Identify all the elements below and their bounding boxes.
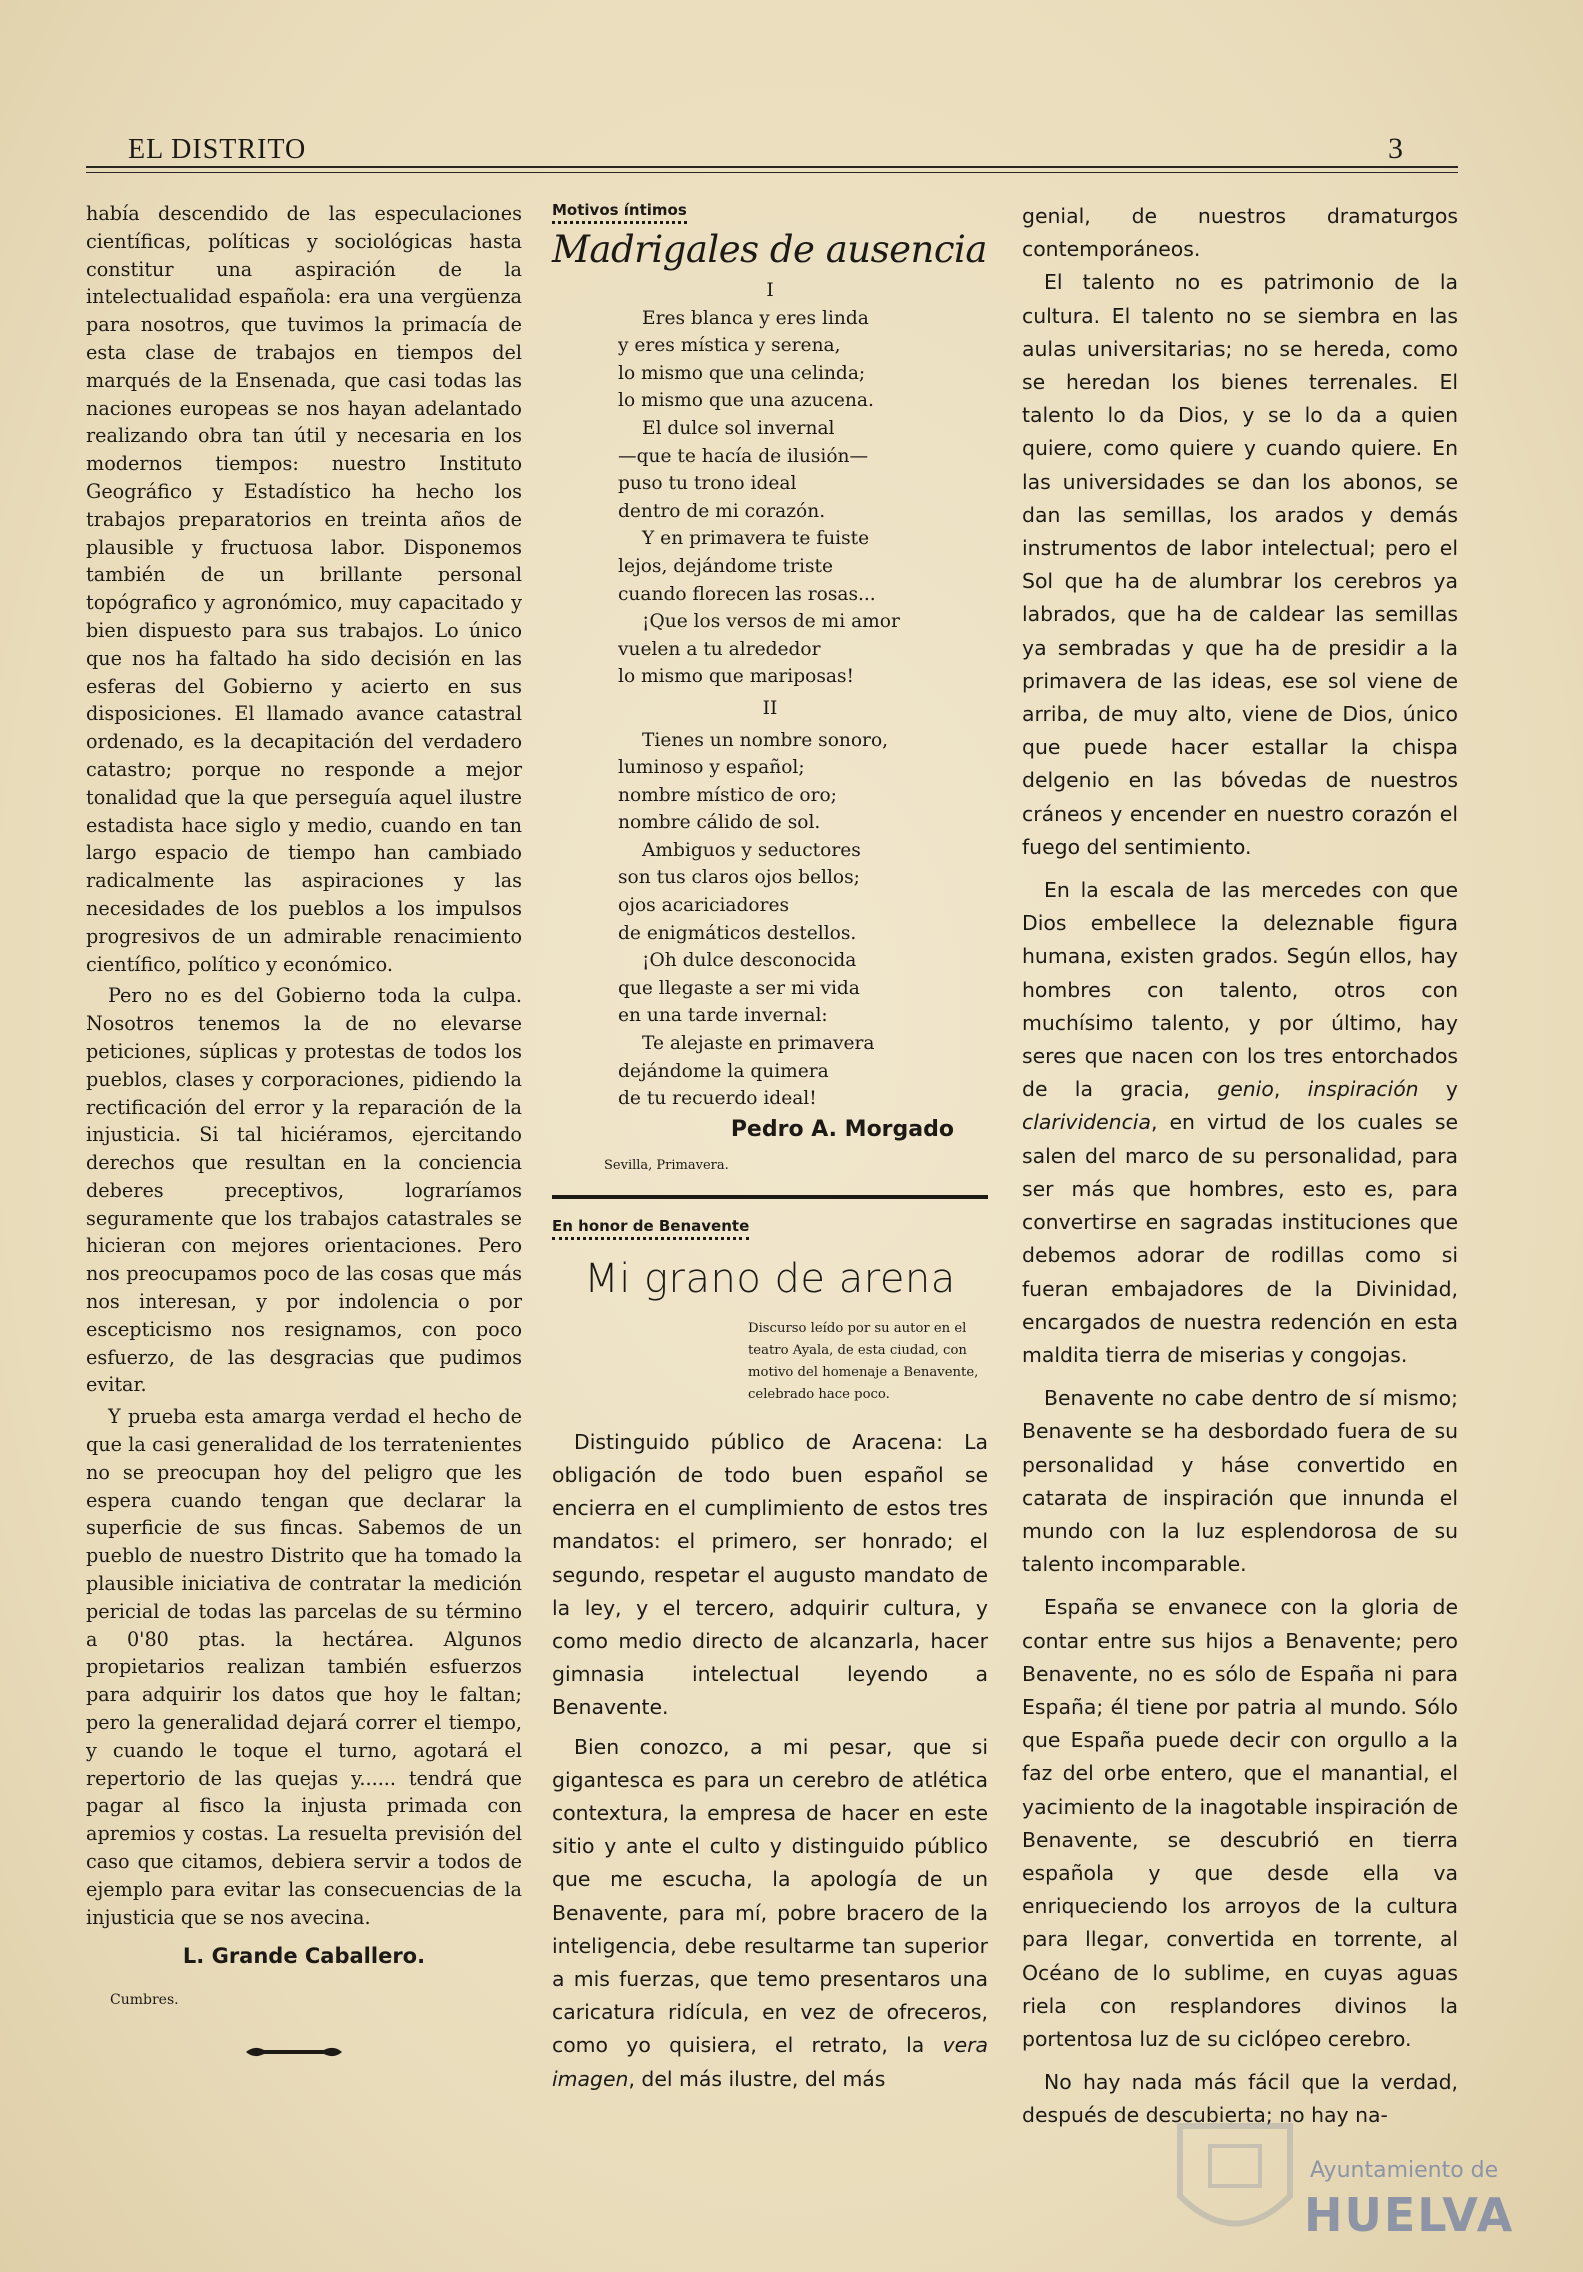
poem-line: son tus claros ojos bellos;	[618, 867, 860, 889]
poem-line: vuelen a tu alrededor	[618, 638, 821, 660]
article-paragraph: No hay nada más fácil que la verdad, después de descubierta; no hay na-	[1022, 2070, 1458, 2128]
text-run: , del más ilustre, del más	[628, 2066, 886, 2091]
dedication-line: motivo del homenaje a Benavente,	[748, 1364, 979, 1380]
article-body	[552, 1426, 988, 2096]
section-kicker: En honor de Benavente	[552, 1217, 749, 1240]
poem-line: puso tu trono ideal	[618, 473, 797, 495]
column-middle	[552, 200, 988, 2096]
poem-line: Tienes un nombre sonoro,	[642, 729, 889, 751]
column-left	[86, 200, 522, 2067]
article-paragraph: genial, de nuestros dramaturgos contemporáneos.	[1022, 204, 1458, 262]
dedication-line: Discurso leído por su autor en el	[748, 1320, 967, 1336]
poem-line: que llegaste a ser mi vida	[618, 977, 860, 999]
article-paragraph: Pero no es del Gobierno toda la culpa. Nosotros tenemos la de no elevarse peticiones, súplicas y protestas de todos los pueblos, clases y corporaciones, pidiendo la rectificación del error y la reparación de la injusticia. Si tal hiciéramos, ejercitando derechos que resultan en la conciencia deberes preceptivos, lograríamos seguramente que los trabajos catastrales se hicieran con mejores orientaciones. Pero nos preocupamos poco de las cosas que más nos interesan, y por indolencia o por escepticismo nos resignamos, con poco esfuerzo, de las desgracias que pudimos evitar.	[86, 984, 522, 1397]
poem-signature: Pedro A. Morgado	[730, 1116, 954, 1142]
author-signature: L. Grande Caballero.	[182, 1944, 426, 1969]
poem-line: ojos acariciadores	[618, 895, 790, 917]
dedication-line: teatro Ayala, de esta ciudad, con	[748, 1342, 967, 1358]
dedication-line: celebrado hace poco.	[748, 1386, 890, 1402]
end-ornament-icon	[244, 2045, 344, 2059]
poem-line: y eres mística y serena,	[618, 335, 841, 357]
poem-line: en una tarde invernal:	[618, 1005, 828, 1027]
emphasis-text: vera imagen	[552, 2033, 988, 2091]
poem-line: cuando florecen las rosas...	[618, 583, 876, 605]
article-paragraph: Distinguido público de Aracena: La obligación de todo buen español se encierra en el cumplimiento de estos tres mandatos: el primero, ser honrado; el segundo, respetar el augusto mandato de la ley, y el tercero, adquirir cultura, y como medio directo de alcanzarla, hacer gimnasia intelectual leyendo a Benavente.	[552, 1429, 988, 1720]
poem-line: luminoso y español;	[618, 757, 805, 779]
poem-line: dejándome la quimera	[618, 1060, 829, 1082]
poem-line: lo mismo que una azucena.	[618, 390, 874, 412]
text-run: En la escala de las mercedes con que Dios embellece la deleznable figura humana, existen grados. Según ellos, hay hombres con talento, otros con muchísimo talento, y por último, hay seres que nacen con los tres entorchados de la gracia,	[1022, 878, 1458, 1102]
masthead-title: EL DISTRITO	[128, 134, 307, 165]
poem-place: Sevilla, Primavera.	[604, 1157, 729, 1173]
poem-part-number: I	[766, 280, 774, 301]
poem-line: lo mismo que una celinda;	[618, 362, 866, 384]
header-rule-thin	[86, 172, 1458, 173]
poem-line: de tu recuerdo ideal!	[618, 1088, 817, 1110]
poem-line: de enigmáticos destellos.	[618, 922, 857, 944]
poem-line: nombre cálido de sol.	[618, 812, 821, 834]
text-run: y	[1418, 1077, 1458, 1102]
poem	[552, 277, 988, 1113]
watermark-line1: Ayuntamiento de	[1310, 2158, 1499, 2183]
poem-line: Eres blanca y eres linda	[642, 307, 869, 329]
author-place: Cumbres.	[110, 1992, 179, 2009]
article-dedication	[748, 1318, 988, 1406]
emphasis-text: clarividencia	[1022, 1110, 1151, 1135]
poem-line: lo mismo que mariposas!	[618, 666, 854, 688]
article-paragraph: España se envanece con la gloria de contar entre sus hijos a Benavente; pero Benavente, no es sólo de España ni para España; él tiene por patria al mundo. Sólo que España puede decir con orgullo a la faz del orbe entero, que el manantial, el yacimiento de la inagotable inspiración de Benavente, se descubrió en tierra española y que desde ella va enriqueciendo los arroyos de la cultura para llegar, convertida en torrente, al Océano de lo sublime, en cuyas aguas riela con resplandores divinos la portentosa luz de su ciclópeo cerebro.	[1022, 1595, 1458, 2051]
article-paragraph: Benavente no cabe dentro de sí mismo; Benavente se ha desbordado fuera de su personalidad y háse convertido en catarata de inspiración que innunda el mundo con la luz esplendorosa de su talento incomparable.	[1022, 1386, 1458, 1577]
poem-line: —que te hacía de ilusión—	[618, 445, 869, 467]
text-run: Bien conozco, a mi pesar, que si gigantesca es para un cerebro de atlética contextura, la empresa de hacer en este sitio y ante el culto y distinguido público que me escucha, la apología de un Benavente, para mí, pobre bracero de la inteligencia, debe resultarme tan superior a mis fuerzas, que temo presentaros una caricatura ridícula, en vez de ofreceros, como yo quisiera, el retrato, la	[552, 1734, 988, 2058]
poem-line: nombre místico de oro;	[618, 784, 837, 806]
article-paragraph	[1022, 874, 1458, 1372]
text-run: ,	[1273, 1077, 1308, 1102]
page-number: 3	[1388, 132, 1403, 165]
section-divider	[552, 1195, 988, 1199]
poem-line: Te alejaste en primavera	[642, 1033, 875, 1055]
watermark-line2: HUELVA	[1304, 2188, 1515, 2242]
poem-line: El dulce sol invernal	[642, 417, 835, 439]
poem-line: dentro de mi corazón.	[618, 500, 826, 522]
poem-title: Madrigales de ausencia	[552, 228, 987, 271]
poem-line: ¡Que los versos de mi amor	[642, 611, 900, 633]
column-right	[1022, 200, 1458, 2133]
poem-part-number: II	[762, 697, 778, 719]
header-rule	[86, 166, 1458, 168]
section-kicker: Motivos íntimos	[552, 201, 687, 224]
poem-line: Ambiguos y seductores	[642, 839, 861, 861]
text-run: , en virtud de los cuales se salen del marco de su personalidad, para ser más que hombres, esto es, para convertirse en sagradas instituciones que debemos adorar de rodillas como si fueran embajadores de la Divinidad, encargados de nuestra redención en esta maldita tierra de miserias y congojas.	[1022, 1110, 1458, 1367]
article-paragraph: Y prueba esta amarga verdad el hecho de que la casi generalidad de los terratenientes no se preocupan hoy del peligro que les espera cuando tengan que declarar la superficie de sus fincas. Sabemos de un pueblo de nuestro Distrito que ha tomado la plausible iniciativa de contratar la medición pericial de todas las parcelas de su término a 0'80 ptas. la hectárea. Algunos propietarios realizan también esfuerzos para adquirir los datos que hoy le faltan; pero la generalidad dejará correr el tiempo, y cuando le toque el turno, agotará el repertorio de las quejas y...... tendrá que pagar al fisco la injusta primada con apremios y costas. La resuelta previsión del caso que citamos, debiera servir a todos de ejemplo para evitar las consecuencias de la injusticia que se nos avecina.	[86, 1405, 522, 1929]
poem-line: ¡Oh dulce desconocida	[642, 950, 857, 972]
article-title: Mi grano de arena	[584, 1255, 956, 1302]
emphasis-text: genio	[1217, 1077, 1274, 1102]
article-paragraph: El talento no es patrimonio de la cultura. El talento no se siembra en las aulas universitarias; no se hereda, como se heredan los bienes terrenales. El talento lo da Dios, y se lo da a quien quiere, como quiere y cuando quiere. En las universidades se dan los abonos, se dan las semillas, los arados y demás instrumentos de labor intelectual; pero el Sol que ha de alumbrar los cerebros ya labrados, que ha de caldear las semillas ya sembradas y que ha de presidir a la primavera de las ideas, ese sol viene de arriba, de muy alto, viene de Dios, único que puede hacer estallar la chispa delgenio en las bóvedas de nuestros cráneos y encender en nuestro corazón el fuego del sentimiento.	[1022, 270, 1458, 859]
poem-line: lejos, dejándome triste	[618, 555, 833, 577]
article-paragraph	[552, 1731, 988, 2096]
emphasis-text: inspiración	[1307, 1077, 1419, 1102]
poem-line: Y en primavera te fuiste	[642, 528, 870, 550]
article-paragraph: había descendido de las especulaciones científicas, políticas y sociológicas hasta constitur una aspiración de la intelectualidad española: era una vergüenza para nosotros, que tuvimos la primacía de esta clase de trabajos en tiempos del marqués de la Ensenada, que casi todas las naciones europeas se nos hayan adelantado realizando obra tan útil y necesaria en los modernos tiempos: nuestro Instituto Geográfico y Estadístico ha hecho los trabajos preparatorios en treinta años de plausible y fructuosa labor. Disponemos también de un brillante personal topógrafico y agronómico, muy capacitado y bien dispuesto para sus trabajos. Lo único que nos ha faltado ha sido decisión en las esferas del Gobierno y acierto en sus disposiciones. El llamado avance catastral ordenado, es la decapitación del verdadero catastro; porque no responde a mejor tonalidad que la que perseguía aquel ilustre estadista hace siglo y medio, cuando en tan largo espacio de tiempo han cambiado radicalmente las aspiraciones y las necesidades de los pueblos a los impulsos progresivos de un admirable renacimiento científico, político y económico.	[86, 202, 522, 976]
